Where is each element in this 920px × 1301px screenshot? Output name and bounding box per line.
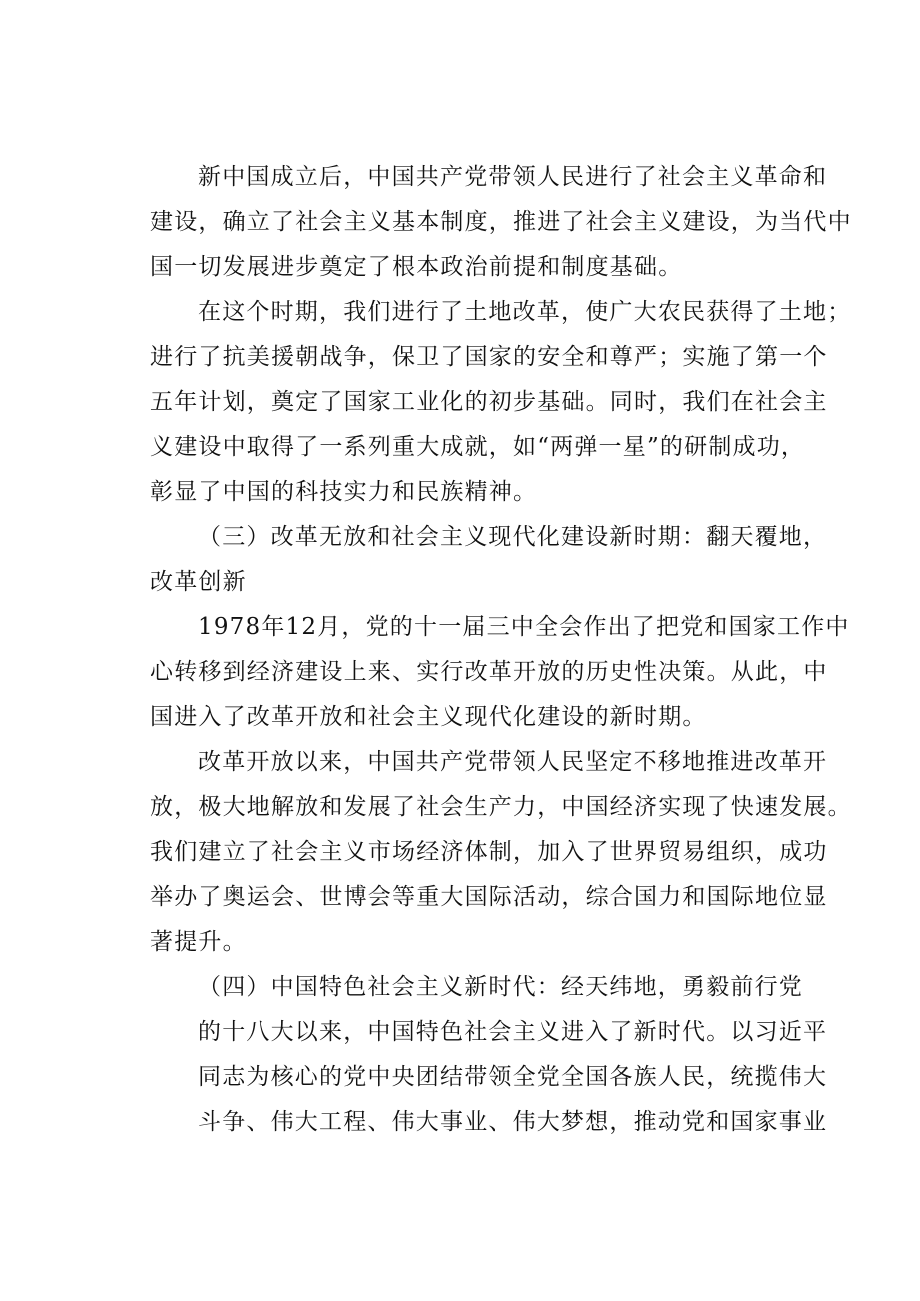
text-line: 新中国成立后，中国共产党带领人民进行了社会主义革命和	[198, 164, 828, 190]
text-line: 放，极大地解放和发展了社会生产力，中国经济实现了快速发展。	[150, 794, 852, 820]
text-line: 在这个时期，我们进行了土地改革，使广大农民获得了土地；	[198, 299, 852, 325]
text-line: 著提升。	[150, 929, 247, 955]
section-heading: （三）改革无放和社会主义现代化建设新时期：翻天覆地，	[198, 524, 828, 550]
text-line: 义建设中取得了一系列重大成就，如“两弹一星”的研制成功，	[150, 434, 806, 460]
text-line: 进行了抗美援朝战争，保卫了国家的安全和尊严；实施了第一个	[150, 344, 828, 370]
text-line: 五年计划，奠定了国家工业化的初步基础。同时，我们在社会主	[150, 389, 828, 415]
text-line: 心转移到经济建设上来、实行改革开放的历史性决策。从此，中	[150, 659, 828, 685]
text-line: 改革开放以来，中国共产党带领人民坚定不移地推进改革开	[198, 749, 828, 775]
text-line: 举办了奥运会、世博会等重大国际活动，综合国力和国际地位显	[150, 884, 828, 910]
text-line: 国一切发展进步奠定了根本政治前提和制度基础。	[150, 254, 683, 280]
text-line: 国进入了改革开放和社会主义现代化建设的新时期。	[150, 704, 707, 730]
section-heading: 改革创新	[150, 569, 247, 595]
text-line: 彰显了中国的科技实力和民族精神。	[150, 479, 538, 505]
section-heading: （四）中国特色社会主义新时代：经天纬地，勇毅前行党	[198, 974, 803, 1000]
text-line: 同志为核心的党中央团结带领全党全国各族人民，统揽伟大	[198, 1064, 828, 1090]
text-line: 的十八大以来，中国特色社会主义进入了新时代。以习近平	[198, 1019, 828, 1045]
text-line: 建设，确立了社会主义基本制度，推进了社会主义建设，为当代中	[150, 209, 852, 235]
text-line: 我们建立了社会主义市场经济体制，加入了世界贸易组织，成功	[150, 839, 828, 865]
text-line: 斗争、伟大工程、伟大事业、伟大梦想，推动党和国家事业	[198, 1109, 828, 1135]
text-line: 1978年12月，党的十一届三中全会作出了把党和国家工作中	[198, 614, 850, 640]
